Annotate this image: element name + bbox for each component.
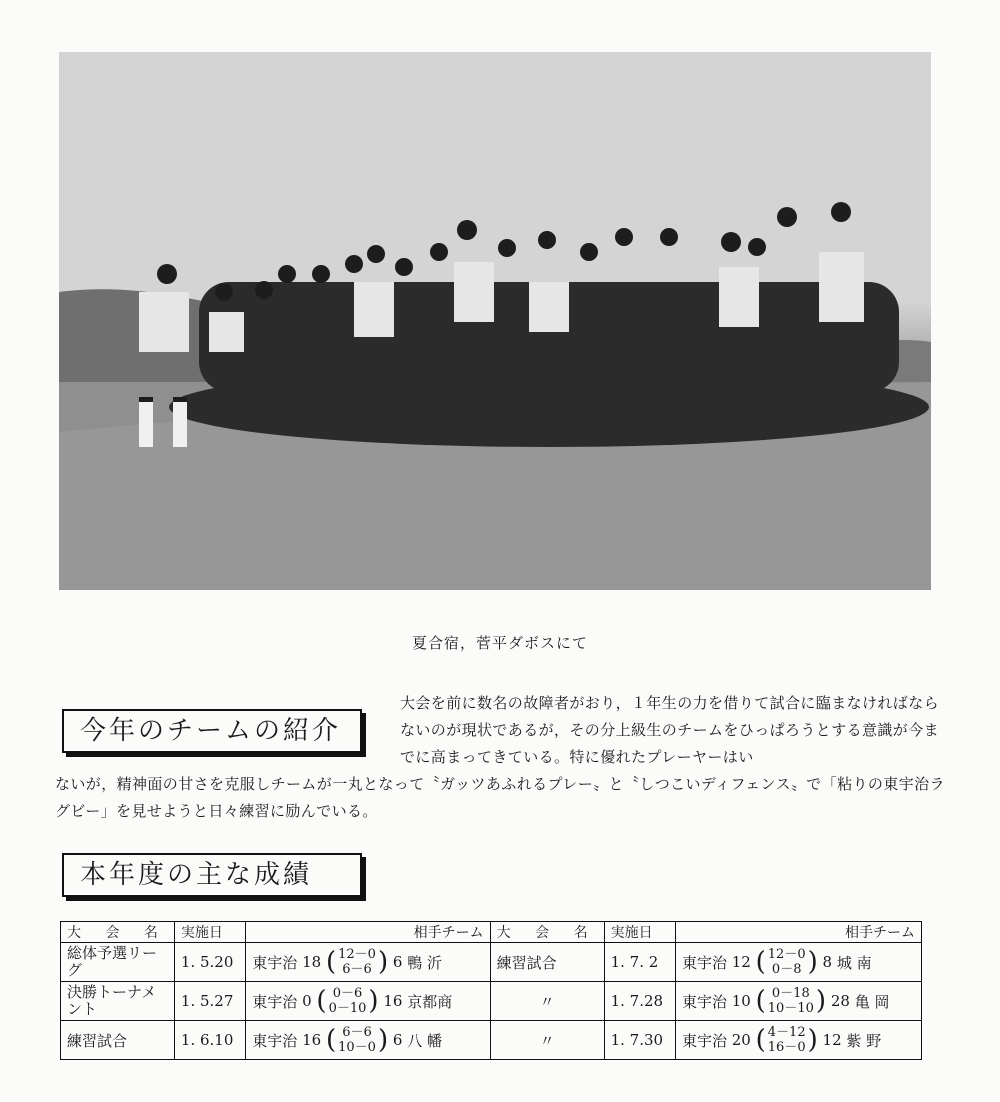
opponent-score: 6 [392, 1031, 403, 1049]
opponent-name: 鴨 沂 [407, 953, 442, 972]
home-score: 12 [731, 953, 751, 971]
results-table-header [61, 922, 922, 943]
team-photo [59, 52, 931, 590]
open-paren: ( [755, 986, 766, 1016]
match-score [675, 982, 921, 1021]
match-date: 1. 6.10 [174, 1021, 245, 1060]
opponent-score: 8 [822, 953, 833, 971]
header-event-2: 大 会 名 [490, 922, 604, 943]
match-score [246, 982, 490, 1021]
event-name: 練習試合 [490, 943, 604, 982]
close-paren: ) [807, 1025, 818, 1055]
first-half-score: 12－0 [338, 947, 376, 962]
first-half-score: 4－12 [767, 1025, 806, 1040]
close-paren: ) [815, 986, 827, 1016]
opponent-score: 6 [392, 953, 403, 971]
table-row [61, 982, 922, 1021]
match-score [675, 943, 921, 982]
header-date-1: 実施日 [174, 922, 245, 943]
home-team: 東宇治 [681, 992, 727, 1011]
open-paren: ( [316, 986, 327, 1016]
second-half-score: 10－10 [767, 1001, 814, 1016]
event-name: 練習試合 [61, 1021, 175, 1060]
match-date: 1. 5.20 [174, 943, 245, 982]
match-score [246, 1021, 490, 1060]
opponent-score: 28 [830, 992, 850, 1010]
team-photo-illustration [59, 52, 931, 590]
home-score: 18 [302, 953, 322, 971]
second-half-score: 10－0 [338, 1040, 376, 1055]
header-opponent-2: 相手チーム [675, 922, 921, 943]
first-half-score: 0－18 [771, 986, 810, 1001]
second-half-score: 6－6 [342, 962, 372, 977]
close-paren: ) [368, 986, 379, 1016]
open-paren: ( [755, 1025, 766, 1055]
first-half-score: 12－0 [767, 947, 806, 962]
opponent-name: 紫 野 [846, 1031, 882, 1050]
first-half-score: 6－6 [342, 1025, 372, 1040]
home-team: 東宇治 [252, 953, 298, 972]
opponent-name: 京都商 [407, 992, 453, 1011]
header-event-1: 大 会 名 [61, 922, 175, 943]
home-score: 10 [731, 992, 751, 1010]
second-half-score: 0－8 [771, 962, 802, 977]
team-intro-text-part1: 大会を前に数名の故障者がおり，１年生の力を借りて試合に臨まなければならないのが現状であるが，その分上級生のチームをひっぱろうとする意識が今までに高まってきている。特に優れたプレーヤーはい [400, 694, 940, 766]
open-paren: ( [325, 1025, 337, 1055]
open-paren: ( [755, 947, 766, 977]
match-date: 1. 7.30 [604, 1021, 675, 1060]
match-date: 1. 7. 2 [604, 943, 675, 982]
event-name: 〃 [490, 1021, 604, 1060]
section-heading-team-intro: 今年のチームの紹介 [62, 709, 362, 753]
second-half-score: 16－0 [767, 1040, 806, 1055]
opponent-score: 16 [383, 992, 403, 1010]
header-date-2: 実施日 [604, 922, 675, 943]
second-half-score: 0－10 [328, 1001, 367, 1016]
close-paren: ) [377, 1025, 389, 1055]
table-row [61, 943, 922, 982]
event-name: 決勝トーナメント [61, 982, 175, 1021]
first-half-score: 0－6 [332, 986, 363, 1001]
opponent-name: 八 幡 [407, 1031, 442, 1050]
home-score: 0 [302, 992, 312, 1010]
close-paren: ) [377, 947, 389, 977]
match-date: 1. 5.27 [174, 982, 245, 1021]
match-score [675, 1021, 921, 1060]
header-opponent-1: 相手チーム [246, 922, 490, 943]
open-paren: ( [325, 947, 337, 977]
home-team: 東宇治 [681, 953, 727, 972]
home-team: 東宇治 [681, 1031, 727, 1050]
match-date: 1. 7.28 [604, 982, 675, 1021]
results-table [60, 921, 922, 1060]
home-score: 20 [731, 1031, 751, 1049]
event-name: 〃 [490, 982, 604, 1021]
section-heading-results: 本年度の主な成績 [62, 853, 362, 897]
photo-caption: 夏合宿，菅平ダボスにて [411, 634, 588, 652]
opponent-name: 亀 岡 [854, 992, 890, 1011]
opponent-score: 12 [822, 1031, 842, 1049]
home-team: 東宇治 [252, 992, 298, 1011]
home-team: 東宇治 [252, 1031, 298, 1050]
close-paren: ) [807, 947, 818, 977]
home-score: 16 [302, 1031, 322, 1049]
opponent-name: 城 南 [836, 953, 872, 972]
match-score [246, 943, 490, 982]
team-intro-text-part2: ないが，精神面の甘さを克服しチームが一丸となって〝ガッツあふれるプレー〟と〝しつこいディフェンス〟で「粘りの東宇治ラグビー」を見せようと日々練習に励んでいる。 [55, 775, 945, 820]
event-name: 総体予選リーグ [61, 943, 175, 982]
table-row [61, 1021, 922, 1060]
